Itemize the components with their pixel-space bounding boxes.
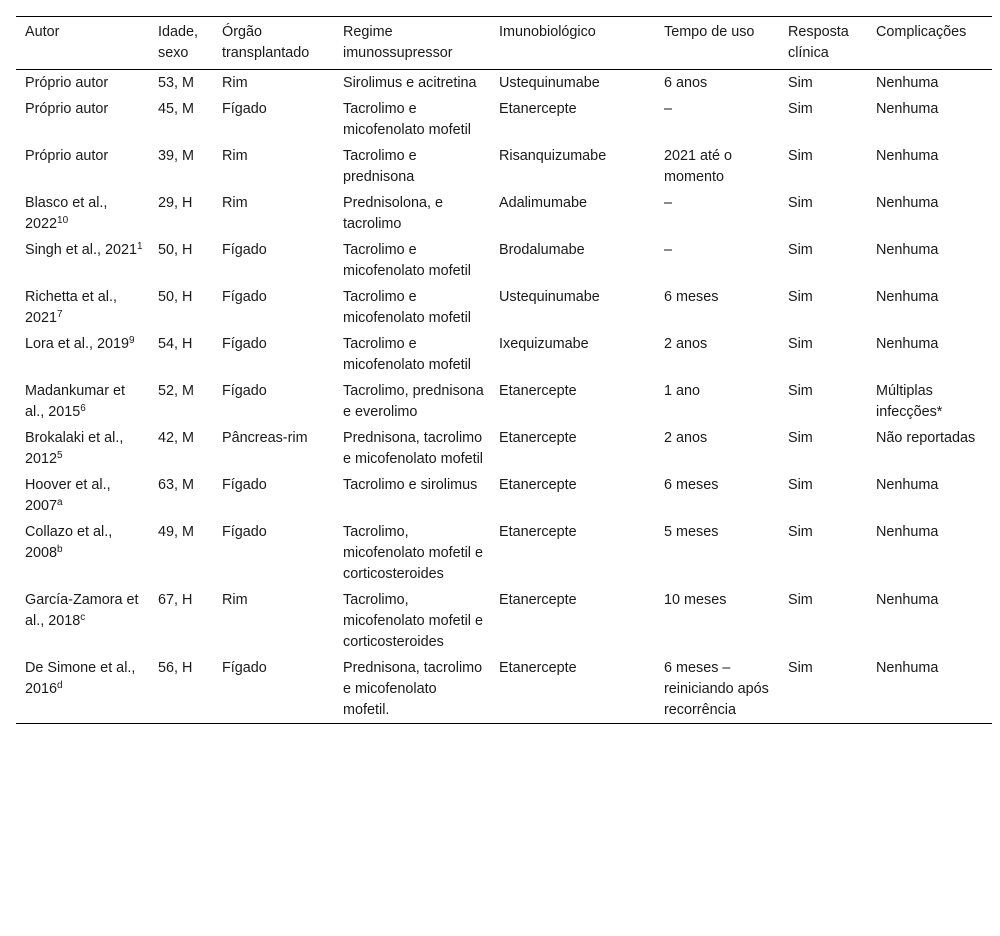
cell-autor [16, 519, 149, 587]
cell-imunobiologico-text: Etanercepte [499, 430, 577, 446]
cell-orgao-text: Fígado [222, 477, 267, 493]
cell-idade-sexo-text: 39, M [158, 148, 194, 164]
cell-complicacoes-text: Nenhuma [876, 477, 939, 493]
header-row [16, 17, 992, 70]
cell-regime-text: Sirolimus e acitretina [343, 75, 477, 91]
table-row [16, 655, 992, 724]
cell-orgao [213, 237, 334, 284]
cell-tempo-text: – [664, 101, 673, 117]
cell-complicacoes [867, 472, 992, 519]
cell-idade-sexo-text: 50, H [158, 242, 193, 258]
cell-autor-text: Madankumar et al., 2015 [25, 383, 125, 420]
cell-orgao [213, 655, 334, 724]
cell-regime [334, 96, 490, 143]
cell-imunobiologico [490, 190, 655, 237]
cell-idade-sexo [149, 378, 213, 425]
cell-tempo-text: 2 anos [664, 336, 708, 352]
cell-tempo-text: 6 anos [664, 75, 708, 91]
cell-imunobiologico-text: Ixequizumabe [499, 336, 589, 352]
header-autor: Autor [25, 24, 60, 40]
cell-tempo [655, 425, 779, 472]
cell-orgao-text: Fígado [222, 524, 267, 540]
cell-idade-sexo-text: 52, M [158, 383, 194, 399]
header-tempo: Tempo de uso [664, 24, 755, 40]
cell-orgao-text: Fígado [222, 242, 267, 258]
header-complicacoes: Complicações [876, 24, 967, 40]
cell-complicacoes [867, 284, 992, 331]
cell-imunobiologico-text: Risanquizumabe [499, 148, 607, 164]
cell-complicacoes-text: Não reportadas [876, 430, 976, 446]
cell-resposta-text: Sim [788, 477, 813, 493]
reference-marker: 9 [129, 335, 135, 346]
cell-regime [334, 378, 490, 425]
cell-resposta [779, 587, 867, 655]
table-row [16, 237, 992, 284]
cell-idade-sexo-text: 49, M [158, 524, 194, 540]
cell-autor-text: Hoover et al., 2007 [25, 477, 111, 514]
cell-autor [16, 378, 149, 425]
cell-imunobiologico [490, 70, 655, 97]
table-row [16, 378, 992, 425]
cell-orgao [213, 70, 334, 97]
cell-complicacoes-text: Nenhuma [876, 592, 939, 608]
cell-complicacoes [867, 70, 992, 97]
cell-regime-text: Prednisona, tacrolimo e micofenolato mofetil. [343, 660, 483, 718]
cell-idade-sexo-text: 42, M [158, 430, 194, 446]
cell-tempo-text: 5 meses [664, 524, 719, 540]
table-row [16, 472, 992, 519]
cell-regime [334, 237, 490, 284]
cell-orgao-text: Fígado [222, 101, 267, 117]
cell-orgao [213, 587, 334, 655]
cell-tempo [655, 378, 779, 425]
cell-resposta [779, 331, 867, 378]
cell-complicacoes [867, 237, 992, 284]
cell-orgao-text: Rim [222, 148, 248, 164]
cell-tempo [655, 284, 779, 331]
cell-autor [16, 190, 149, 237]
cell-orgao-text: Fígado [222, 660, 267, 676]
reference-marker: 6 [80, 403, 86, 414]
cell-resposta-text: Sim [788, 383, 813, 399]
cell-idade-sexo [149, 655, 213, 724]
cell-regime-text: Prednisona, tacrolimo e micofenolato mofetil [343, 430, 483, 467]
cell-idade-sexo [149, 587, 213, 655]
cell-orgao-text: Rim [222, 592, 248, 608]
cell-resposta-text: Sim [788, 148, 813, 164]
cell-idade-sexo [149, 331, 213, 378]
cell-complicacoes-text: Nenhuma [876, 336, 939, 352]
cell-imunobiologico-text: Etanercepte [499, 592, 577, 608]
cell-tempo [655, 70, 779, 97]
cell-tempo-text: 2021 até o momento [664, 148, 733, 185]
cell-imunobiologico-text: Ustequinumabe [499, 75, 600, 91]
cell-resposta-text: Sim [788, 195, 813, 211]
cell-tempo-text: 6 meses [664, 289, 719, 305]
cell-regime-text: Prednisolona, e tacrolimo [343, 195, 444, 232]
cell-resposta-text: Sim [788, 336, 813, 352]
studies-table [16, 16, 992, 724]
cell-resposta-text: Sim [788, 75, 813, 91]
cell-resposta-text: Sim [788, 242, 813, 258]
cell-imunobiologico [490, 143, 655, 190]
reference-marker: 1 [137, 241, 143, 252]
cell-orgao-text: Fígado [222, 289, 267, 305]
cell-tempo-text: – [664, 195, 673, 211]
cell-idade-sexo-text: 63, M [158, 477, 194, 493]
cell-resposta-text: Sim [788, 289, 813, 305]
cell-imunobiologico [490, 237, 655, 284]
cell-resposta-text: Sim [788, 101, 813, 117]
cell-tempo-text: 2 anos [664, 430, 708, 446]
cell-idade-sexo [149, 284, 213, 331]
cell-idade-sexo [149, 70, 213, 97]
cell-resposta [779, 655, 867, 724]
reference-marker: b [57, 544, 63, 555]
cell-orgao [213, 143, 334, 190]
cell-autor [16, 472, 149, 519]
cell-autor [16, 143, 149, 190]
cell-regime [334, 472, 490, 519]
cell-imunobiologico-text: Etanercepte [499, 660, 577, 676]
cell-idade-sexo [149, 237, 213, 284]
cell-idade-sexo-text: 67, H [158, 592, 193, 608]
cell-imunobiologico-text: Etanercepte [499, 477, 577, 493]
cell-tempo [655, 472, 779, 519]
cell-complicacoes-text: Nenhuma [876, 289, 939, 305]
cell-autor [16, 587, 149, 655]
cell-idade-sexo [149, 519, 213, 587]
cell-imunobiologico [490, 331, 655, 378]
cell-tempo [655, 96, 779, 143]
cell-orgao [213, 331, 334, 378]
cell-idade-sexo [149, 190, 213, 237]
cell-orgao [213, 190, 334, 237]
header-resposta: Resposta clínica [788, 24, 849, 61]
cell-idade-sexo-text: 56, H [158, 660, 193, 676]
cell-regime-text: Tacrolimo, micofenolato mofetil e corticosteroides [343, 524, 483, 582]
cell-complicacoes [867, 425, 992, 472]
cell-autor [16, 655, 149, 724]
cell-imunobiologico-text: Adalimumabe [499, 195, 587, 211]
cell-tempo-text: – [664, 242, 673, 258]
cell-tempo-text: 10 meses [664, 592, 727, 608]
cell-complicacoes-text: Múltiplas infecções* [876, 383, 943, 420]
cell-complicacoes [867, 331, 992, 378]
cell-resposta [779, 284, 867, 331]
cell-imunobiologico [490, 284, 655, 331]
cell-idade-sexo [149, 472, 213, 519]
cell-imunobiologico-text: Etanercepte [499, 524, 577, 540]
cell-orgao [213, 284, 334, 331]
cell-imunobiologico [490, 96, 655, 143]
cell-idade-sexo [149, 143, 213, 190]
cell-resposta [779, 519, 867, 587]
cell-autor-text: Lora et al., 2019 [25, 336, 130, 352]
cell-orgao [213, 519, 334, 587]
cell-resposta [779, 96, 867, 143]
cell-regime-text: Tacrolimo e prednisona [343, 148, 417, 185]
cell-orgao [213, 378, 334, 425]
cell-tempo [655, 190, 779, 237]
cell-resposta [779, 70, 867, 97]
table-row [16, 96, 992, 143]
cell-autor-text: Próprio autor [25, 148, 109, 164]
reference-marker: 10 [57, 215, 69, 226]
cell-imunobiologico [490, 655, 655, 724]
cell-regime [334, 70, 490, 97]
table-row [16, 587, 992, 655]
cell-tempo-text: 6 meses [664, 477, 719, 493]
cell-complicacoes-text: Nenhuma [876, 148, 939, 164]
cell-tempo-text: 6 meses – reiniciando após recorrência [664, 660, 769, 718]
table-row [16, 519, 992, 587]
cell-resposta [779, 190, 867, 237]
cell-resposta-text: Sim [788, 592, 813, 608]
cell-regime-text: Tacrolimo e micofenolato mofetil [343, 289, 471, 326]
cell-autor [16, 237, 149, 284]
cell-regime [334, 519, 490, 587]
cell-tempo [655, 655, 779, 724]
cell-resposta-text: Sim [788, 430, 813, 446]
cell-complicacoes-text: Nenhuma [876, 101, 939, 117]
cell-idade-sexo-text: 50, H [158, 289, 193, 305]
cell-regime [334, 190, 490, 237]
cell-complicacoes-text: Nenhuma [876, 195, 939, 211]
cell-orgao-text: Rim [222, 195, 248, 211]
cell-complicacoes [867, 143, 992, 190]
table-row [16, 425, 992, 472]
cell-resposta [779, 378, 867, 425]
cell-imunobiologico [490, 425, 655, 472]
cell-resposta [779, 425, 867, 472]
cell-imunobiologico-text: Etanercepte [499, 383, 577, 399]
cell-autor-text: De Simone et al., 2016 [25, 660, 136, 697]
cell-autor-text: García-Zamora et al., 2018 [25, 592, 139, 629]
cell-complicacoes [867, 190, 992, 237]
cell-idade-sexo-text: 29, H [158, 195, 193, 211]
cell-imunobiologico-text: Ustequinumabe [499, 289, 600, 305]
cell-autor [16, 284, 149, 331]
cell-autor-text: Singh et al., 2021 [25, 242, 138, 258]
cell-complicacoes [867, 587, 992, 655]
cell-autor [16, 425, 149, 472]
cell-idade-sexo [149, 425, 213, 472]
reference-marker: 7 [57, 309, 63, 320]
cell-regime-text: Tacrolimo e micofenolato mofetil [343, 336, 471, 373]
cell-resposta [779, 237, 867, 284]
cell-orgao-text: Rim [222, 75, 248, 91]
cell-tempo [655, 519, 779, 587]
cell-imunobiologico-text: Etanercepte [499, 101, 577, 117]
cell-idade-sexo-text: 53, M [158, 75, 194, 91]
cell-autor-text: Blasco et al., 2022 [25, 195, 108, 232]
cell-complicacoes [867, 655, 992, 724]
reference-marker: c [80, 612, 86, 623]
table-row [16, 331, 992, 378]
cell-idade-sexo-text: 45, M [158, 101, 194, 117]
header-orgao: Órgão transplantado [222, 24, 310, 61]
cell-regime [334, 284, 490, 331]
cell-imunobiologico [490, 472, 655, 519]
cell-tempo [655, 331, 779, 378]
cell-orgao-text: Fígado [222, 383, 267, 399]
cell-autor [16, 96, 149, 143]
cell-tempo [655, 587, 779, 655]
cell-autor-text: Próprio autor [25, 101, 109, 117]
cell-complicacoes-text: Nenhuma [876, 660, 939, 676]
header-idade-sexo: Idade, sexo [158, 24, 199, 61]
cell-resposta-text: Sim [788, 660, 813, 676]
table-row [16, 143, 992, 190]
cell-idade-sexo [149, 96, 213, 143]
table-row [16, 190, 992, 237]
cell-autor-text: Richetta et al., 2021 [25, 289, 117, 326]
cell-regime [334, 331, 490, 378]
cell-regime-text: Tacrolimo e micofenolato mofetil [343, 242, 471, 279]
cell-regime [334, 587, 490, 655]
cell-regime [334, 655, 490, 724]
cell-complicacoes [867, 519, 992, 587]
cell-orgao-text: Pâncreas-rim [222, 430, 308, 446]
cell-regime-text: Tacrolimo e micofenolato mofetil [343, 101, 471, 138]
cell-resposta-text: Sim [788, 524, 813, 540]
cell-regime-text: Tacrolimo, micofenolato mofetil e corticosteroides [343, 592, 483, 650]
cell-orgao [213, 425, 334, 472]
cell-autor-text: Brokalaki et al., 2012 [25, 430, 124, 467]
cell-imunobiologico-text: Brodalumabe [499, 242, 585, 258]
cell-orgao-text: Fígado [222, 336, 267, 352]
cell-tempo [655, 237, 779, 284]
cell-imunobiologico [490, 519, 655, 587]
table-row [16, 284, 992, 331]
cell-complicacoes [867, 96, 992, 143]
cell-regime [334, 143, 490, 190]
cell-autor-text: Collazo et al., 2008 [25, 524, 113, 561]
cell-regime [334, 425, 490, 472]
reference-marker: a [57, 497, 63, 508]
cell-resposta [779, 472, 867, 519]
cell-regime-text: Tacrolimo, prednisona e everolimo [343, 383, 484, 420]
cell-autor [16, 331, 149, 378]
cell-tempo-text: 1 ano [664, 383, 701, 399]
cell-orgao [213, 96, 334, 143]
cell-regime-text: Tacrolimo e sirolimus [343, 477, 478, 493]
cell-complicacoes-text: Nenhuma [876, 242, 939, 258]
cell-idade-sexo-text: 54, H [158, 336, 193, 352]
cell-complicacoes-text: Nenhuma [876, 75, 939, 91]
cell-tempo [655, 143, 779, 190]
cell-autor [16, 70, 149, 97]
reference-marker: 5 [57, 450, 63, 461]
table-row [16, 70, 992, 97]
header-imunobiologico: Imunobiológico [499, 24, 596, 40]
cell-orgao [213, 472, 334, 519]
cell-autor-text: Próprio autor [25, 75, 109, 91]
reference-marker: d [57, 680, 63, 691]
cell-resposta [779, 143, 867, 190]
cell-complicacoes-text: Nenhuma [876, 524, 939, 540]
header-regime: Regime imunossupressor [343, 24, 453, 61]
cell-imunobiologico [490, 587, 655, 655]
cell-complicacoes [867, 378, 992, 425]
cell-imunobiologico [490, 378, 655, 425]
